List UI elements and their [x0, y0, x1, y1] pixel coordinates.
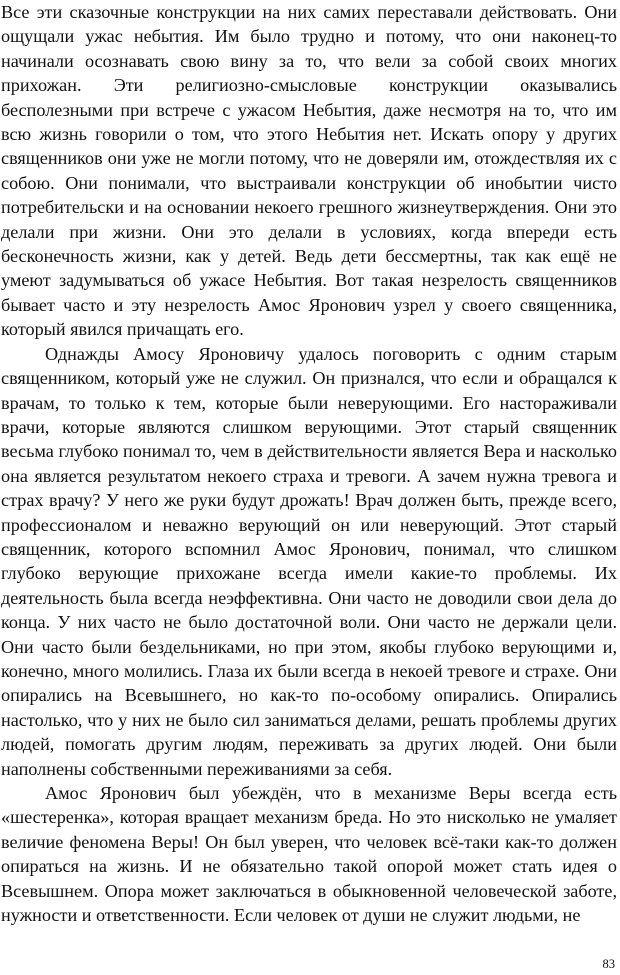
page-number: 83 — [602, 957, 615, 971]
body-text — [1, 0, 617, 927]
paragraph-1: Все эти сказочные конструкции на них самих переставали действовать. Они ощущали ужас небытия. Им было трудно и потому, что они наконец-то начинали осознавать свою вину за то, что вели за собой своих многих прихожан. Эти религиозно-смысловые конструкции оказывались бесполезными при встрече с ужасом Небытия, даже несмотря на то, что им всю жизнь говорили о том, что этого Небытия нет. Искать опору у других священников они уже не могли потому, что не доверяли им, отождествляя их с собою. Они понимали, что выстраивали конструкции об инобытии чисто потребительски и на основании некоего грешного жизнеутверждения. Они это делали при жизни. Они это делали в условиях, когда впереди есть бесконечность жизни, как у детей. Ведь дети бессмертны, так как ещё не умеют задумываться об ужасе Небытия. Вот такая незрелость священников бывает часто и эту незрелость Амос Яронович узрел у своего священника, который явился причащать его. — [1, 2, 617, 340]
paragraph-3: Амос Яронович был убеждён, что в механизме Веры всегда есть «шестеренка», которая вращает механизм бреда. Но это нисколько не умаляет величие феномена Веры! Он был уверен, что человек всё-таки как-то должен опираться на жизнь. И не обязательно такой опорой может стать идея о Всевышнем. Опора может заключаться в обыкновенной человеческой заботе, нужности и ответственности. Если человек от души не служит людьми, не — [1, 783, 617, 926]
paragraph-2: Однажды Амосу Яроновичу удалось поговорить с одним старым священником, который уже не служил. Он признался, что если и обращался к врачам, то только к тем, которые были неверующими. Его настораживали врачи, которые являются слишком верующими. Этот старый священник весьма глубоко понимал то, чем в действительности является Вера и насколько она является результатом некоего страха и тревоги. А зачем нужна тревога и страх врачу? У него же руки будут дрожать! Врач должен быть, прежде всего, профессионалом и неважно верующий он или неверующий. Этот старый священник, которого вспомнил Амос Яронович, понимал, что слишком глубоко верующие прихожане всегда имели какие-то проблемы. Их деятельность была всегда неэффективна. Они часто не доводили свои дела до конца. У них часто не было достаточной воли. Они часто не держали цели. Они часто были бездельниками, но при этом, якобы глубоко верующими и, конечно, много молились. Глаза их были всегда в некоей тревоге и страхе. Они опирались на Всевышнего, но как-то по-особому опирались. Опирались настолько, что у них не было сил заниматься делами, решать проблемы других людей, помогать другим людям, переживать за других людей. Они были наполнены собственными переживаниями за себя. — [1, 343, 617, 779]
